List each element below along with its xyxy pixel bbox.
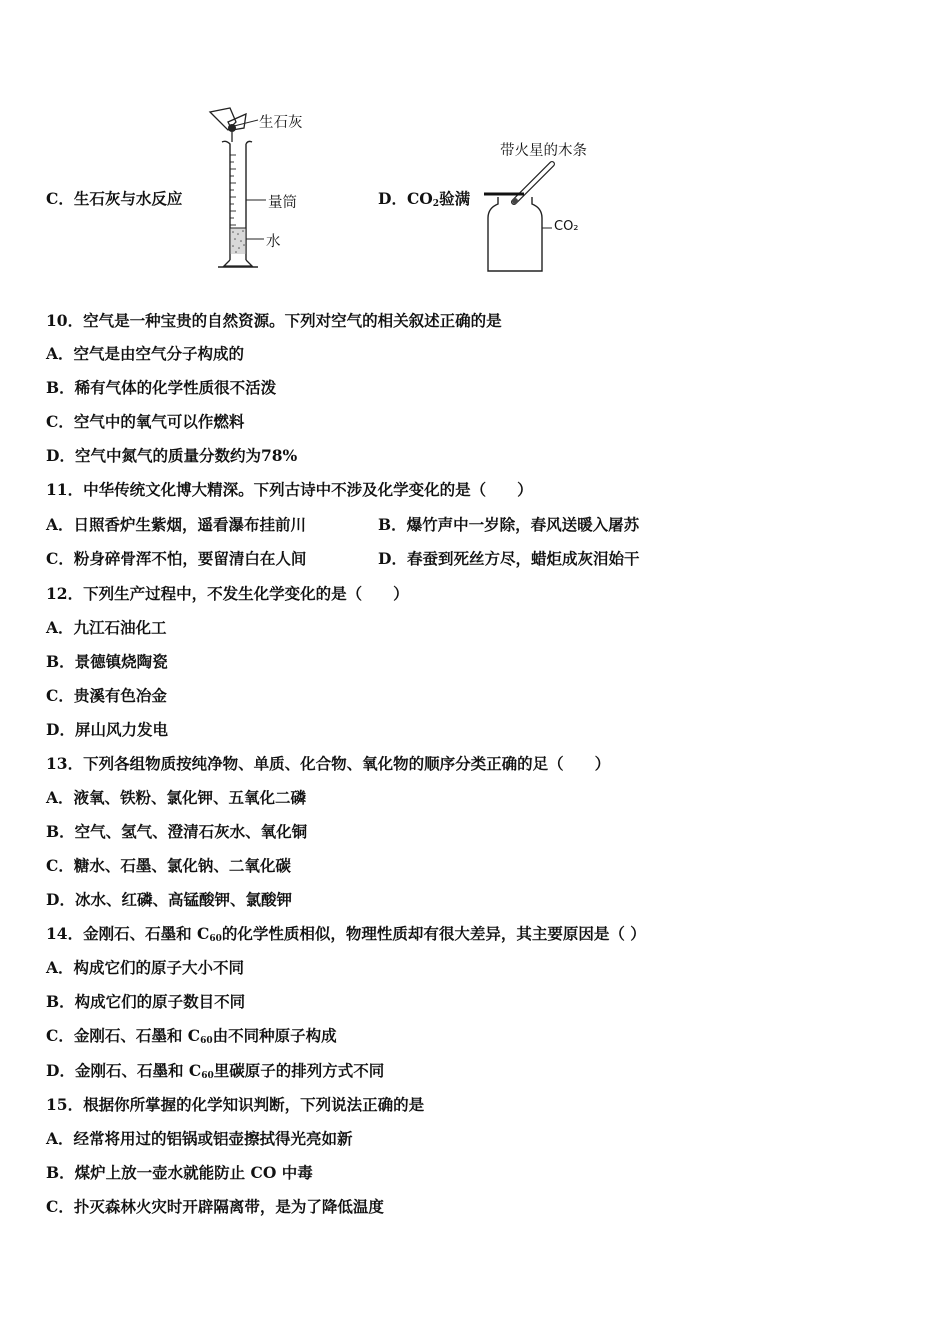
- question-13-stem: 13．下列各组物质按纯净物、单质、化合物、氧化物的顺序分类正确的足（ ）: [46, 754, 611, 773]
- question-14-stem: 14．金刚石、石墨和 $C_{60}$的化学性质相似，物理性质却有很大差异，其主要原因是（ ）: [46, 924, 646, 944]
- q15-option-c: C．扑灭森林火灾时开辟隔离带，是为了降低温度: [46, 1197, 384, 1216]
- q13-option-c: C．糖水、石墨、氯化钠、二氧化碳: [46, 856, 291, 875]
- q11-option-d: D．春蚕到死丝方尽，蜡炬成灰泪始干: [378, 549, 640, 568]
- q14-option-d: D．金刚石、石墨和 $C_{60}$里碳原子的排列方式不同: [46, 1061, 385, 1081]
- q14-option-b: B．构成它们的原子数目不同: [46, 992, 246, 1011]
- co2-label: CO₂: [554, 219, 579, 234]
- option-c-figure-label: C．生石灰与水反应: [46, 189, 183, 208]
- q13-option-a: A．液氧、铁粉、氯化钾、五氧化二磷: [46, 788, 307, 807]
- q13-option-b: B．空气、氢气、澄清石灰水、氧化铜: [46, 822, 308, 841]
- q10-option-c: C．空气中的氧气可以作燃料: [46, 412, 245, 431]
- question-11-stem: 11．中华传统文化博大精深。下列古诗中不涉及化学变化的是（ ）: [46, 480, 533, 499]
- q12-option-d: D．屏山风力发电: [46, 720, 168, 739]
- q11-option-a: A．日照香炉生紫烟，遥看瀑布挂前川: [46, 515, 307, 534]
- q10-option-d: D．空气中氮气的质量分数约为78%: [46, 446, 298, 465]
- option-d-figure-label: D．$CO_2$验满: [378, 189, 471, 209]
- q15-option-b: B．煤炉上放一壶水就能防止 CO 中毒: [46, 1163, 313, 1182]
- cylinder-label: 量筒: [268, 195, 297, 211]
- question-10-stem: 10．空气是一种宝贵的自然资源。下列对空气的相关叙述正确的是: [46, 311, 502, 330]
- question-12-stem: 12．下列生产过程中，不发生化学变化的是（ ）: [46, 584, 409, 603]
- q12-option-b: B．景德镇烧陶瓷: [46, 652, 168, 671]
- q15-option-a: A．经常将用过的铝锅或铝壶擦拭得光亮如新: [46, 1129, 353, 1148]
- lime-label: 生石灰: [259, 115, 303, 131]
- q11-option-c: C．粉身碎骨浑不怕，要留清白在人间: [46, 549, 307, 568]
- water-label: 水: [266, 234, 281, 250]
- q13-option-d: D．冰水、红磷、高锰酸钾、氯酸钾: [46, 890, 292, 909]
- splint-label: 带火星的木条: [500, 143, 587, 159]
- q11-option-b: B．爆竹声中一岁除，春风送暖入屠苏: [378, 515, 640, 534]
- q12-option-c: C．贵溪有色冶金: [46, 686, 167, 705]
- q14-option-c: C．金刚石、石墨和 $C_{60}$由不同种原子构成: [46, 1026, 337, 1046]
- q10-option-a: A．空气是由空气分子构成的: [46, 344, 245, 363]
- q12-option-a: A．九江石油化工: [46, 618, 167, 637]
- question-15-stem: 15．根据你所掌握的化学知识判断，下列说法正确的是: [46, 1095, 425, 1114]
- gas-bottle-diagram: [480, 140, 610, 280]
- q10-option-b: B．稀有气体的化学性质很不活泼: [46, 378, 277, 397]
- q14-option-a: A．构成它们的原子大小不同: [46, 958, 245, 977]
